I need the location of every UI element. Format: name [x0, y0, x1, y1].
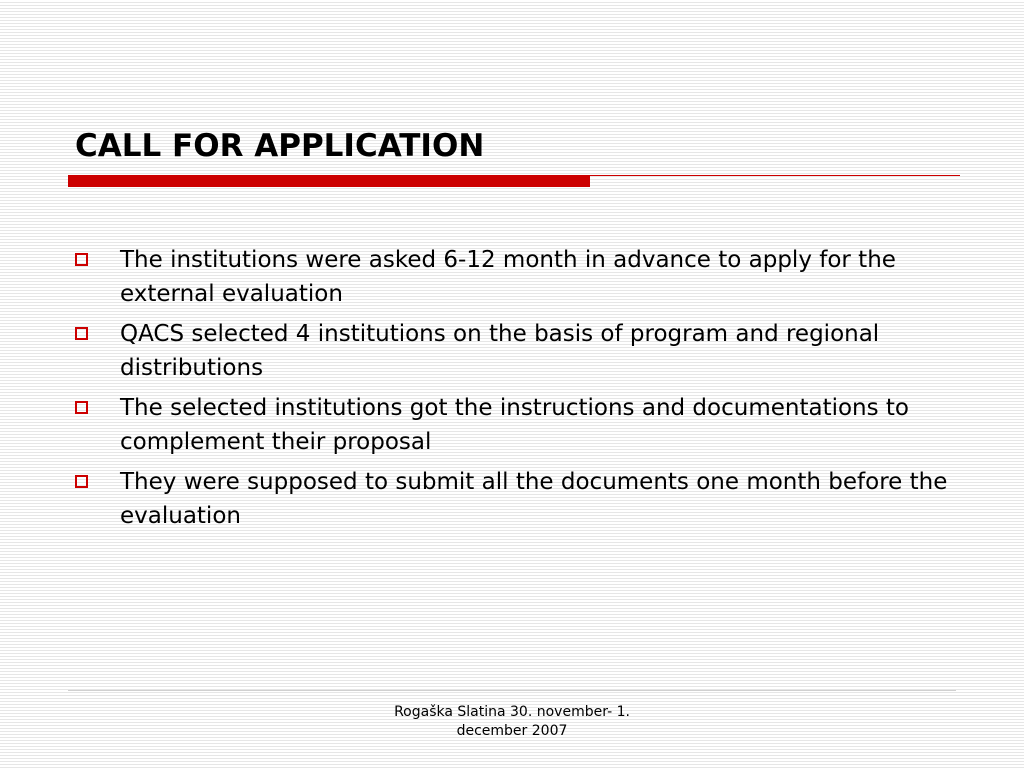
bullet-text-1: The institutions were asked 6-12 month in advance to apply for the external evaluation: [120, 247, 896, 307]
footer-line-2: december 2007: [456, 723, 568, 739]
bullet-item-2: [75, 317, 965, 385]
footer-divider: [68, 690, 956, 691]
title-underline-thin: [590, 175, 960, 176]
bullet-text-2: QACS selected 4 institutions on the basis of program and regional distributions: [120, 321, 880, 381]
bullet-list: [75, 243, 965, 539]
footer-line-1: Rogaška Slatina 30. november- 1.: [394, 704, 630, 720]
footer-caption: [362, 703, 662, 741]
hollow-square-bullet-icon: [75, 253, 88, 266]
slide-title: CALL FOR APPLICATION: [75, 128, 485, 164]
bullet-item-1: [75, 243, 965, 311]
hollow-square-bullet-icon: [75, 327, 88, 340]
bullet-text-4: They were supposed to submit all the documents one month before the evaluation: [120, 469, 948, 529]
bullet-text-3: The selected institutions got the instructions and documentations to complement their proposal: [120, 395, 910, 455]
hollow-square-bullet-icon: [75, 401, 88, 414]
bullet-item-3: [75, 391, 965, 459]
bullet-item-4: [75, 465, 965, 533]
hollow-square-bullet-icon: [75, 475, 88, 488]
title-underline-thick: [68, 175, 590, 187]
